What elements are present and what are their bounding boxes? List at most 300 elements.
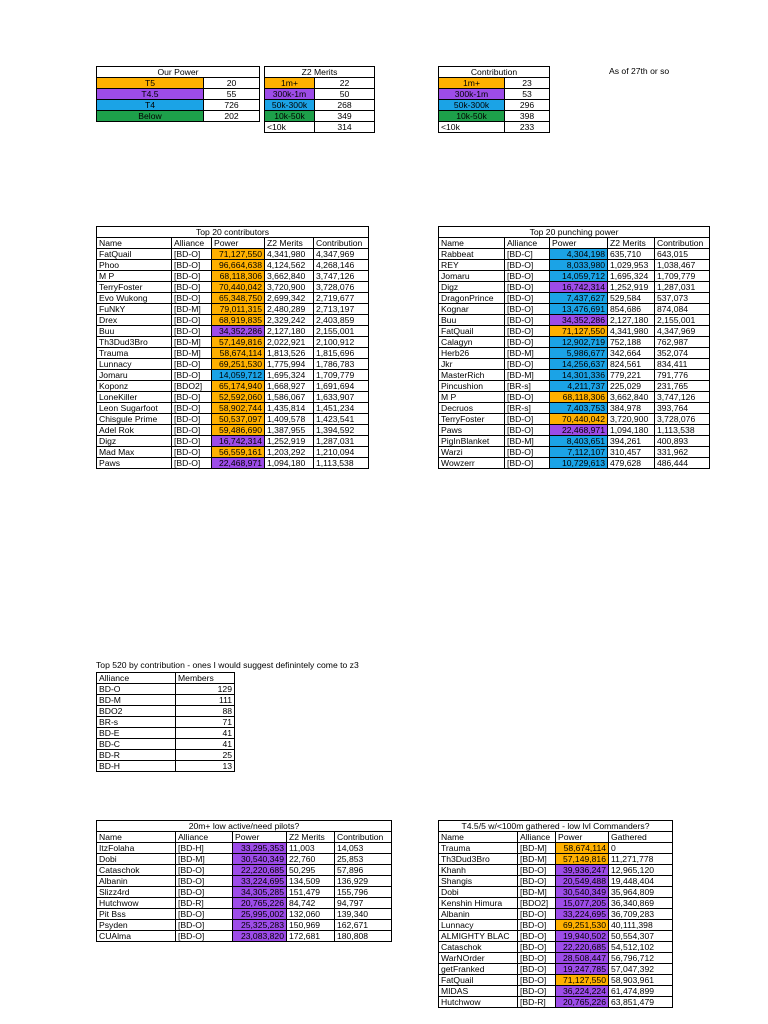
contribution-value: 23 bbox=[505, 78, 550, 89]
contribution-cell: 643,015 bbox=[655, 249, 710, 260]
power-cell: 70,440,042 bbox=[550, 414, 608, 425]
alliance-cell: [BD-O] bbox=[505, 425, 550, 436]
our-power-label: T4.5 bbox=[97, 89, 204, 100]
column-header: Contribution bbox=[335, 832, 392, 843]
z2-merits-label: 300k-1m bbox=[265, 89, 315, 100]
alliance-cell: [BD-O] bbox=[172, 249, 212, 260]
merits-cell: 2,699,342 bbox=[265, 293, 314, 304]
merits-cell: 1,435,814 bbox=[265, 403, 314, 414]
contribution-cell: 3,728,076 bbox=[314, 282, 369, 293]
contribution-cell: 537,073 bbox=[655, 293, 710, 304]
gathered-cell: 12,965,120 bbox=[609, 865, 673, 876]
power-cell: 16,742,314 bbox=[212, 436, 265, 447]
table-row bbox=[439, 997, 673, 1008]
merits-cell: 2,127,180 bbox=[608, 315, 655, 326]
alliance-cell: [BD-O] bbox=[172, 436, 212, 447]
alliance-cell: [BD-O] bbox=[172, 271, 212, 282]
table-row bbox=[97, 403, 369, 414]
column-header: Gathered bbox=[609, 832, 673, 843]
members-cell: 41 bbox=[176, 728, 235, 739]
top520-title: Top 520 by contribution - ones I would suggest definintely come to z3 bbox=[96, 660, 359, 670]
alliance-cell: [BD-O] bbox=[176, 876, 233, 887]
gathered-cell: 19,448,404 bbox=[609, 876, 673, 887]
alliance-cell: BD-E bbox=[97, 728, 176, 739]
table-row bbox=[97, 359, 369, 370]
table-row bbox=[439, 843, 673, 854]
merits-cell: 172,681 bbox=[287, 931, 335, 942]
merits-cell: 1,387,955 bbox=[265, 425, 314, 436]
gathered-cell: 54,512,102 bbox=[609, 942, 673, 953]
contribution-label: 300k-1m bbox=[439, 89, 505, 100]
table-row bbox=[439, 887, 673, 898]
contribution-cell: 4,268,146 bbox=[314, 260, 369, 271]
name-cell: FatQuail bbox=[97, 249, 172, 260]
name-cell: Phoo bbox=[97, 260, 172, 271]
alliance-cell: [BD-O] bbox=[172, 260, 212, 271]
power-cell: 33,224,695 bbox=[233, 876, 287, 887]
contribution-cell: 57,896 bbox=[335, 865, 392, 876]
table-row bbox=[97, 436, 369, 447]
merits-cell: 1,695,324 bbox=[608, 271, 655, 282]
name-cell: Cataschok bbox=[439, 942, 518, 953]
table-row bbox=[439, 337, 710, 348]
alliance-cell: [BD-O] bbox=[505, 304, 550, 315]
contribution-cell: 162,671 bbox=[335, 920, 392, 931]
name-cell: Herb26 bbox=[439, 348, 505, 359]
name-cell: Psyden bbox=[97, 920, 176, 931]
column-header: Power bbox=[550, 238, 608, 249]
contribution-cell: 2,100,912 bbox=[314, 337, 369, 348]
contribution-cell: 1,815,696 bbox=[314, 348, 369, 359]
table-row bbox=[439, 436, 710, 447]
name-cell: WarNOrder bbox=[439, 953, 518, 964]
column-header: Alliance bbox=[97, 673, 176, 684]
power-cell: 96,664,638 bbox=[212, 260, 265, 271]
contribution-cell: 791,776 bbox=[655, 370, 710, 381]
power-cell: 58,902,744 bbox=[212, 403, 265, 414]
table-row bbox=[439, 964, 673, 975]
alliance-cell: [BD-O] bbox=[176, 887, 233, 898]
power-cell: 23,083,820 bbox=[233, 931, 287, 942]
merits-cell: 384,978 bbox=[608, 403, 655, 414]
alliance-cell: [BD-O] bbox=[172, 370, 212, 381]
table-row bbox=[439, 370, 710, 381]
alliance-cell: [BD-M] bbox=[505, 436, 550, 447]
table-row bbox=[97, 717, 235, 728]
name-cell: M P bbox=[439, 392, 505, 403]
merits-cell: 1,029,953 bbox=[608, 260, 655, 271]
power-cell: 34,352,286 bbox=[550, 315, 608, 326]
table-row bbox=[97, 414, 369, 425]
column-header: Name bbox=[97, 832, 176, 843]
power-cell: 59,486,690 bbox=[212, 425, 265, 436]
gathered-cell: 58,903,961 bbox=[609, 975, 673, 986]
table-title: T4.5/5 w/<100m gathered - low lvl Commanders? bbox=[439, 821, 673, 832]
as-of-note: As of 27th or so bbox=[609, 66, 670, 76]
alliance-cell: [BD-O] bbox=[505, 447, 550, 458]
our-power-label: Below bbox=[97, 111, 204, 122]
top20-punching-block bbox=[438, 226, 710, 469]
power-cell: 71,127,550 bbox=[550, 326, 608, 337]
name-cell: Decruos bbox=[439, 403, 505, 414]
alliance-cell: [BD-O] bbox=[505, 293, 550, 304]
contribution-value: 398 bbox=[505, 111, 550, 122]
z2-merits-value: 22 bbox=[315, 78, 375, 89]
name-cell: FatQuail bbox=[439, 975, 518, 986]
alliance-cell: [BD-O] bbox=[505, 392, 550, 403]
our-power-value: 55 bbox=[204, 89, 260, 100]
table-row bbox=[97, 706, 235, 717]
power-cell: 12,902,719 bbox=[550, 337, 608, 348]
contribution-value: 233 bbox=[505, 122, 550, 133]
column-header: Name bbox=[439, 832, 518, 843]
our-power-label: T4 bbox=[97, 100, 204, 111]
alliance-cell: [BDO2] bbox=[518, 898, 556, 909]
contribution-cell: 25,853 bbox=[335, 854, 392, 865]
alliance-cell: [BD-O] bbox=[518, 964, 556, 975]
table-row bbox=[97, 909, 392, 920]
contribution-summary-table bbox=[438, 66, 550, 133]
name-cell: Mad Max bbox=[97, 447, 172, 458]
contribution-cell: 1,709,779 bbox=[655, 271, 710, 282]
alliance-cell: [BD-O] bbox=[172, 282, 212, 293]
alliance-cell: [BD-O] bbox=[172, 425, 212, 436]
our-power-title: Our Power bbox=[97, 67, 260, 78]
alliance-cell: [BD-O] bbox=[518, 931, 556, 942]
name-cell: TerryFoster bbox=[439, 414, 505, 425]
power-cell: 10,729,613 bbox=[550, 458, 608, 469]
top520-table bbox=[96, 672, 235, 772]
contribution-cell: 1,394,592 bbox=[314, 425, 369, 436]
gathered-cell: 63,851,479 bbox=[609, 997, 673, 1008]
power-cell: 20,549,488 bbox=[556, 876, 609, 887]
our-power-value: 726 bbox=[204, 100, 260, 111]
alliance-cell: [BD-O] bbox=[518, 975, 556, 986]
table-row bbox=[439, 953, 673, 964]
alliance-cell: [BD-O] bbox=[505, 359, 550, 370]
table-row bbox=[97, 920, 392, 931]
table-row bbox=[97, 739, 235, 750]
column-header: Power bbox=[233, 832, 287, 843]
power-cell: 8,403,651 bbox=[550, 436, 608, 447]
power-cell: 36,224,224 bbox=[556, 986, 609, 997]
table-row bbox=[97, 684, 235, 695]
contribution-cell: 1,113,538 bbox=[314, 458, 369, 469]
power-cell: 7,437,627 bbox=[550, 293, 608, 304]
contribution-label: 10k-50k bbox=[439, 111, 505, 122]
merits-cell: 134,509 bbox=[287, 876, 335, 887]
merits-cell: 2,329,242 bbox=[265, 315, 314, 326]
table-row bbox=[97, 887, 392, 898]
table-row bbox=[439, 359, 710, 370]
merits-cell: 779,221 bbox=[608, 370, 655, 381]
alliance-cell: [BD-O] bbox=[176, 909, 233, 920]
alliance-cell: [BD-R] bbox=[518, 997, 556, 1008]
alliance-cell: [BD-O] bbox=[505, 458, 550, 469]
alliance-cell: [BD-O] bbox=[172, 326, 212, 337]
power-cell: 58,674,114 bbox=[556, 843, 609, 854]
members-cell: 13 bbox=[176, 761, 235, 772]
merits-cell: 529,584 bbox=[608, 293, 655, 304]
name-cell: Adel Rok bbox=[97, 425, 172, 436]
z2-merits-label: 1m+ bbox=[265, 78, 315, 89]
power-cell: 25,325,283 bbox=[233, 920, 287, 931]
alliance-cell: [BD-O] bbox=[505, 337, 550, 348]
table-row bbox=[439, 403, 710, 414]
alliance-cell: [BD-O] bbox=[505, 315, 550, 326]
power-cell: 69,251,530 bbox=[556, 920, 609, 931]
contribution-cell: 1,786,783 bbox=[314, 359, 369, 370]
low-active-block bbox=[96, 820, 392, 942]
members-cell: 71 bbox=[176, 717, 235, 728]
z2-merits-value: 268 bbox=[315, 100, 375, 111]
z2-merits-table bbox=[264, 66, 375, 133]
alliance-cell: [BD-M] bbox=[518, 854, 556, 865]
alliance-cell: [BD-M] bbox=[518, 843, 556, 854]
power-cell: 4,304,198 bbox=[550, 249, 608, 260]
power-cell: 14,059,712 bbox=[212, 370, 265, 381]
table-row bbox=[439, 348, 710, 359]
name-cell: Hutchwow bbox=[439, 997, 518, 1008]
contribution-cell: 94,797 bbox=[335, 898, 392, 909]
merits-cell: 1,409,578 bbox=[265, 414, 314, 425]
alliance-cell: BDO2 bbox=[97, 706, 176, 717]
alliance-cell: [BD-O] bbox=[505, 326, 550, 337]
merits-cell: 394,261 bbox=[608, 436, 655, 447]
name-cell: Paws bbox=[439, 425, 505, 436]
power-cell: 65,174,940 bbox=[212, 381, 265, 392]
merits-cell: 2,022,921 bbox=[265, 337, 314, 348]
contribution-summary-block bbox=[438, 66, 550, 133]
table-row bbox=[439, 898, 673, 909]
column-header: Power bbox=[556, 832, 609, 843]
alliance-cell: [BD-O] bbox=[176, 865, 233, 876]
contribution-cell: 3,747,126 bbox=[314, 271, 369, 282]
contribution-label: <10k bbox=[439, 122, 505, 133]
merits-cell: 22,760 bbox=[287, 854, 335, 865]
table-row bbox=[97, 898, 392, 909]
merits-cell: 310,457 bbox=[608, 447, 655, 458]
contribution-cell: 14,053 bbox=[335, 843, 392, 854]
alliance-cell: [BD-M] bbox=[176, 854, 233, 865]
merits-cell: 635,710 bbox=[608, 249, 655, 260]
z2-merits-block bbox=[264, 66, 375, 133]
contribution-cell: 834,411 bbox=[655, 359, 710, 370]
column-header: Alliance bbox=[172, 238, 212, 249]
power-cell: 5,986,677 bbox=[550, 348, 608, 359]
merits-cell: 4,341,980 bbox=[265, 249, 314, 260]
name-cell: Hutchwow bbox=[97, 898, 176, 909]
table-row bbox=[97, 865, 392, 876]
contribution-cell: 4,347,969 bbox=[314, 249, 369, 260]
merits-cell: 3,662,840 bbox=[608, 392, 655, 403]
contribution-cell: 136,929 bbox=[335, 876, 392, 887]
merits-cell: 3,720,900 bbox=[265, 282, 314, 293]
table-row bbox=[439, 447, 710, 458]
contribution-label: 1m+ bbox=[439, 78, 505, 89]
alliance-cell: [BD-O] bbox=[505, 271, 550, 282]
gathered-cell: 57,047,392 bbox=[609, 964, 673, 975]
alliance-cell: [BD-O] bbox=[505, 414, 550, 425]
z2-merits-title: Z2 Merits bbox=[265, 67, 375, 78]
name-cell: CUAlma bbox=[97, 931, 176, 942]
name-cell: Th3Dud3Bro bbox=[97, 337, 172, 348]
header-row bbox=[97, 673, 235, 684]
power-cell: 28,508,447 bbox=[556, 953, 609, 964]
z2-merits-label: 50k-300k bbox=[265, 100, 315, 111]
name-cell: Chisgule Prime bbox=[97, 414, 172, 425]
gathered-cell: 0 bbox=[609, 843, 673, 854]
merits-cell: 4,124,562 bbox=[265, 260, 314, 271]
column-header: Members bbox=[176, 673, 235, 684]
contribution-cell: 874,084 bbox=[655, 304, 710, 315]
alliance-cell: [BD-O] bbox=[518, 920, 556, 931]
alliance-cell: [BD-O] bbox=[505, 260, 550, 271]
table-row bbox=[97, 348, 369, 359]
column-header: Alliance bbox=[505, 238, 550, 249]
gathered-cell: 50,554,307 bbox=[609, 931, 673, 942]
column-header: Power bbox=[212, 238, 265, 249]
name-cell: Digz bbox=[439, 282, 505, 293]
table-row bbox=[439, 392, 710, 403]
alliance-cell: [BD-C] bbox=[505, 249, 550, 260]
table-row bbox=[439, 425, 710, 436]
z2-merits-value: 314 bbox=[315, 122, 375, 133]
gathered-table bbox=[438, 820, 673, 1008]
power-cell: 15,077,205 bbox=[556, 898, 609, 909]
name-cell: DragonPrince bbox=[439, 293, 505, 304]
alliance-cell: [BD-R] bbox=[176, 898, 233, 909]
power-cell: 14,256,637 bbox=[550, 359, 608, 370]
contribution-cell: 762,987 bbox=[655, 337, 710, 348]
contribution-cell: 4,347,969 bbox=[655, 326, 710, 337]
our-power-value: 202 bbox=[204, 111, 260, 122]
title-row bbox=[97, 227, 369, 238]
power-cell: 22,220,685 bbox=[233, 865, 287, 876]
name-cell: Lunnacy bbox=[439, 920, 518, 931]
alliance-cell: [BD-O] bbox=[518, 942, 556, 953]
contribution-cell: 231,765 bbox=[655, 381, 710, 392]
contribution-cell: 393,764 bbox=[655, 403, 710, 414]
table-row bbox=[97, 282, 369, 293]
contribution-value: 53 bbox=[505, 89, 550, 100]
alliance-cell: [BD-O] bbox=[172, 414, 212, 425]
table-title: Top 20 contributors bbox=[97, 227, 369, 238]
column-header: Name bbox=[97, 238, 172, 249]
merits-cell: 752,188 bbox=[608, 337, 655, 348]
contribution-cell: 180,808 bbox=[335, 931, 392, 942]
contribution-cell: 2,403,859 bbox=[314, 315, 369, 326]
z2-merits-value: 349 bbox=[315, 111, 375, 122]
gathered-cell: 35,964,809 bbox=[609, 887, 673, 898]
name-cell: ItzFolaha bbox=[97, 843, 176, 854]
table-title: Top 20 punching power bbox=[439, 227, 710, 238]
alliance-cell: [BD-O] bbox=[518, 953, 556, 964]
name-cell: ALMIGHTY BLAC bbox=[439, 931, 518, 942]
table-title: 20m+ low active/need pilots? bbox=[97, 821, 392, 832]
power-cell: 8,033,980 bbox=[550, 260, 608, 271]
name-cell: Wowzerr bbox=[439, 458, 505, 469]
merits-cell: 1,094,180 bbox=[265, 458, 314, 469]
power-cell: 22,220,685 bbox=[556, 942, 609, 953]
column-header: Name bbox=[439, 238, 505, 249]
our-power-table bbox=[96, 66, 260, 122]
alliance-cell: [BD-O] bbox=[172, 315, 212, 326]
alliance-cell: BD-M bbox=[97, 695, 176, 706]
merits-cell: 1,586,067 bbox=[265, 392, 314, 403]
merits-cell: 50,295 bbox=[287, 865, 335, 876]
name-cell: Albanin bbox=[439, 909, 518, 920]
column-header: Contribution bbox=[314, 238, 369, 249]
z2-merits-value: 50 bbox=[315, 89, 375, 100]
gathered-cell: 40,111,398 bbox=[609, 920, 673, 931]
table-row bbox=[439, 920, 673, 931]
merits-cell: 824,561 bbox=[608, 359, 655, 370]
merits-cell: 1,775,994 bbox=[265, 359, 314, 370]
gathered-cell: 36,709,283 bbox=[609, 909, 673, 920]
table-row bbox=[439, 854, 673, 865]
column-header: Contribution bbox=[655, 238, 710, 249]
table-row bbox=[97, 728, 235, 739]
table-row bbox=[97, 315, 369, 326]
power-cell: 4,211,737 bbox=[550, 381, 608, 392]
merits-cell: 225,029 bbox=[608, 381, 655, 392]
merits-cell: 342,664 bbox=[608, 348, 655, 359]
table-row bbox=[439, 271, 710, 282]
name-cell: FuNkY bbox=[97, 304, 172, 315]
header-row bbox=[439, 238, 710, 249]
name-cell: Buu bbox=[97, 326, 172, 337]
table-row bbox=[97, 876, 392, 887]
table-row bbox=[439, 381, 710, 392]
power-cell: 39,936,247 bbox=[556, 865, 609, 876]
name-cell: Trauma bbox=[439, 843, 518, 854]
alliance-cell: [BD-O] bbox=[518, 909, 556, 920]
header-row bbox=[97, 238, 369, 249]
name-cell: Albanin bbox=[97, 876, 176, 887]
table-row bbox=[97, 843, 392, 854]
merits-cell: 4,341,980 bbox=[608, 326, 655, 337]
merits-cell: 1,252,919 bbox=[265, 436, 314, 447]
gathered-cell: 36,340,869 bbox=[609, 898, 673, 909]
name-cell: FatQuail bbox=[439, 326, 505, 337]
name-cell: Pincushion bbox=[439, 381, 505, 392]
name-cell: Pit Bss bbox=[97, 909, 176, 920]
name-cell: Kognar bbox=[439, 304, 505, 315]
power-cell: 65,348,750 bbox=[212, 293, 265, 304]
contribution-cell: 155,796 bbox=[335, 887, 392, 898]
header-row bbox=[97, 832, 392, 843]
low-active-table bbox=[96, 820, 392, 942]
top520-block bbox=[96, 672, 235, 772]
merits-cell: 132,060 bbox=[287, 909, 335, 920]
name-cell: Drex bbox=[97, 315, 172, 326]
power-cell: 22,468,971 bbox=[550, 425, 608, 436]
column-header: Alliance bbox=[518, 832, 556, 843]
table-row bbox=[97, 293, 369, 304]
contribution-cell: 2,719,677 bbox=[314, 293, 369, 304]
our-power-block bbox=[96, 66, 260, 122]
contribution-cell: 400,893 bbox=[655, 436, 710, 447]
name-cell: Paws bbox=[97, 458, 172, 469]
name-cell: REY bbox=[439, 260, 505, 271]
name-cell: LoneKiller bbox=[97, 392, 172, 403]
z2-merits-label: <10k bbox=[265, 122, 315, 133]
power-cell: 30,540,349 bbox=[556, 887, 609, 898]
table-row bbox=[439, 458, 710, 469]
merits-cell: 1,813,526 bbox=[265, 348, 314, 359]
table-row bbox=[439, 260, 710, 271]
